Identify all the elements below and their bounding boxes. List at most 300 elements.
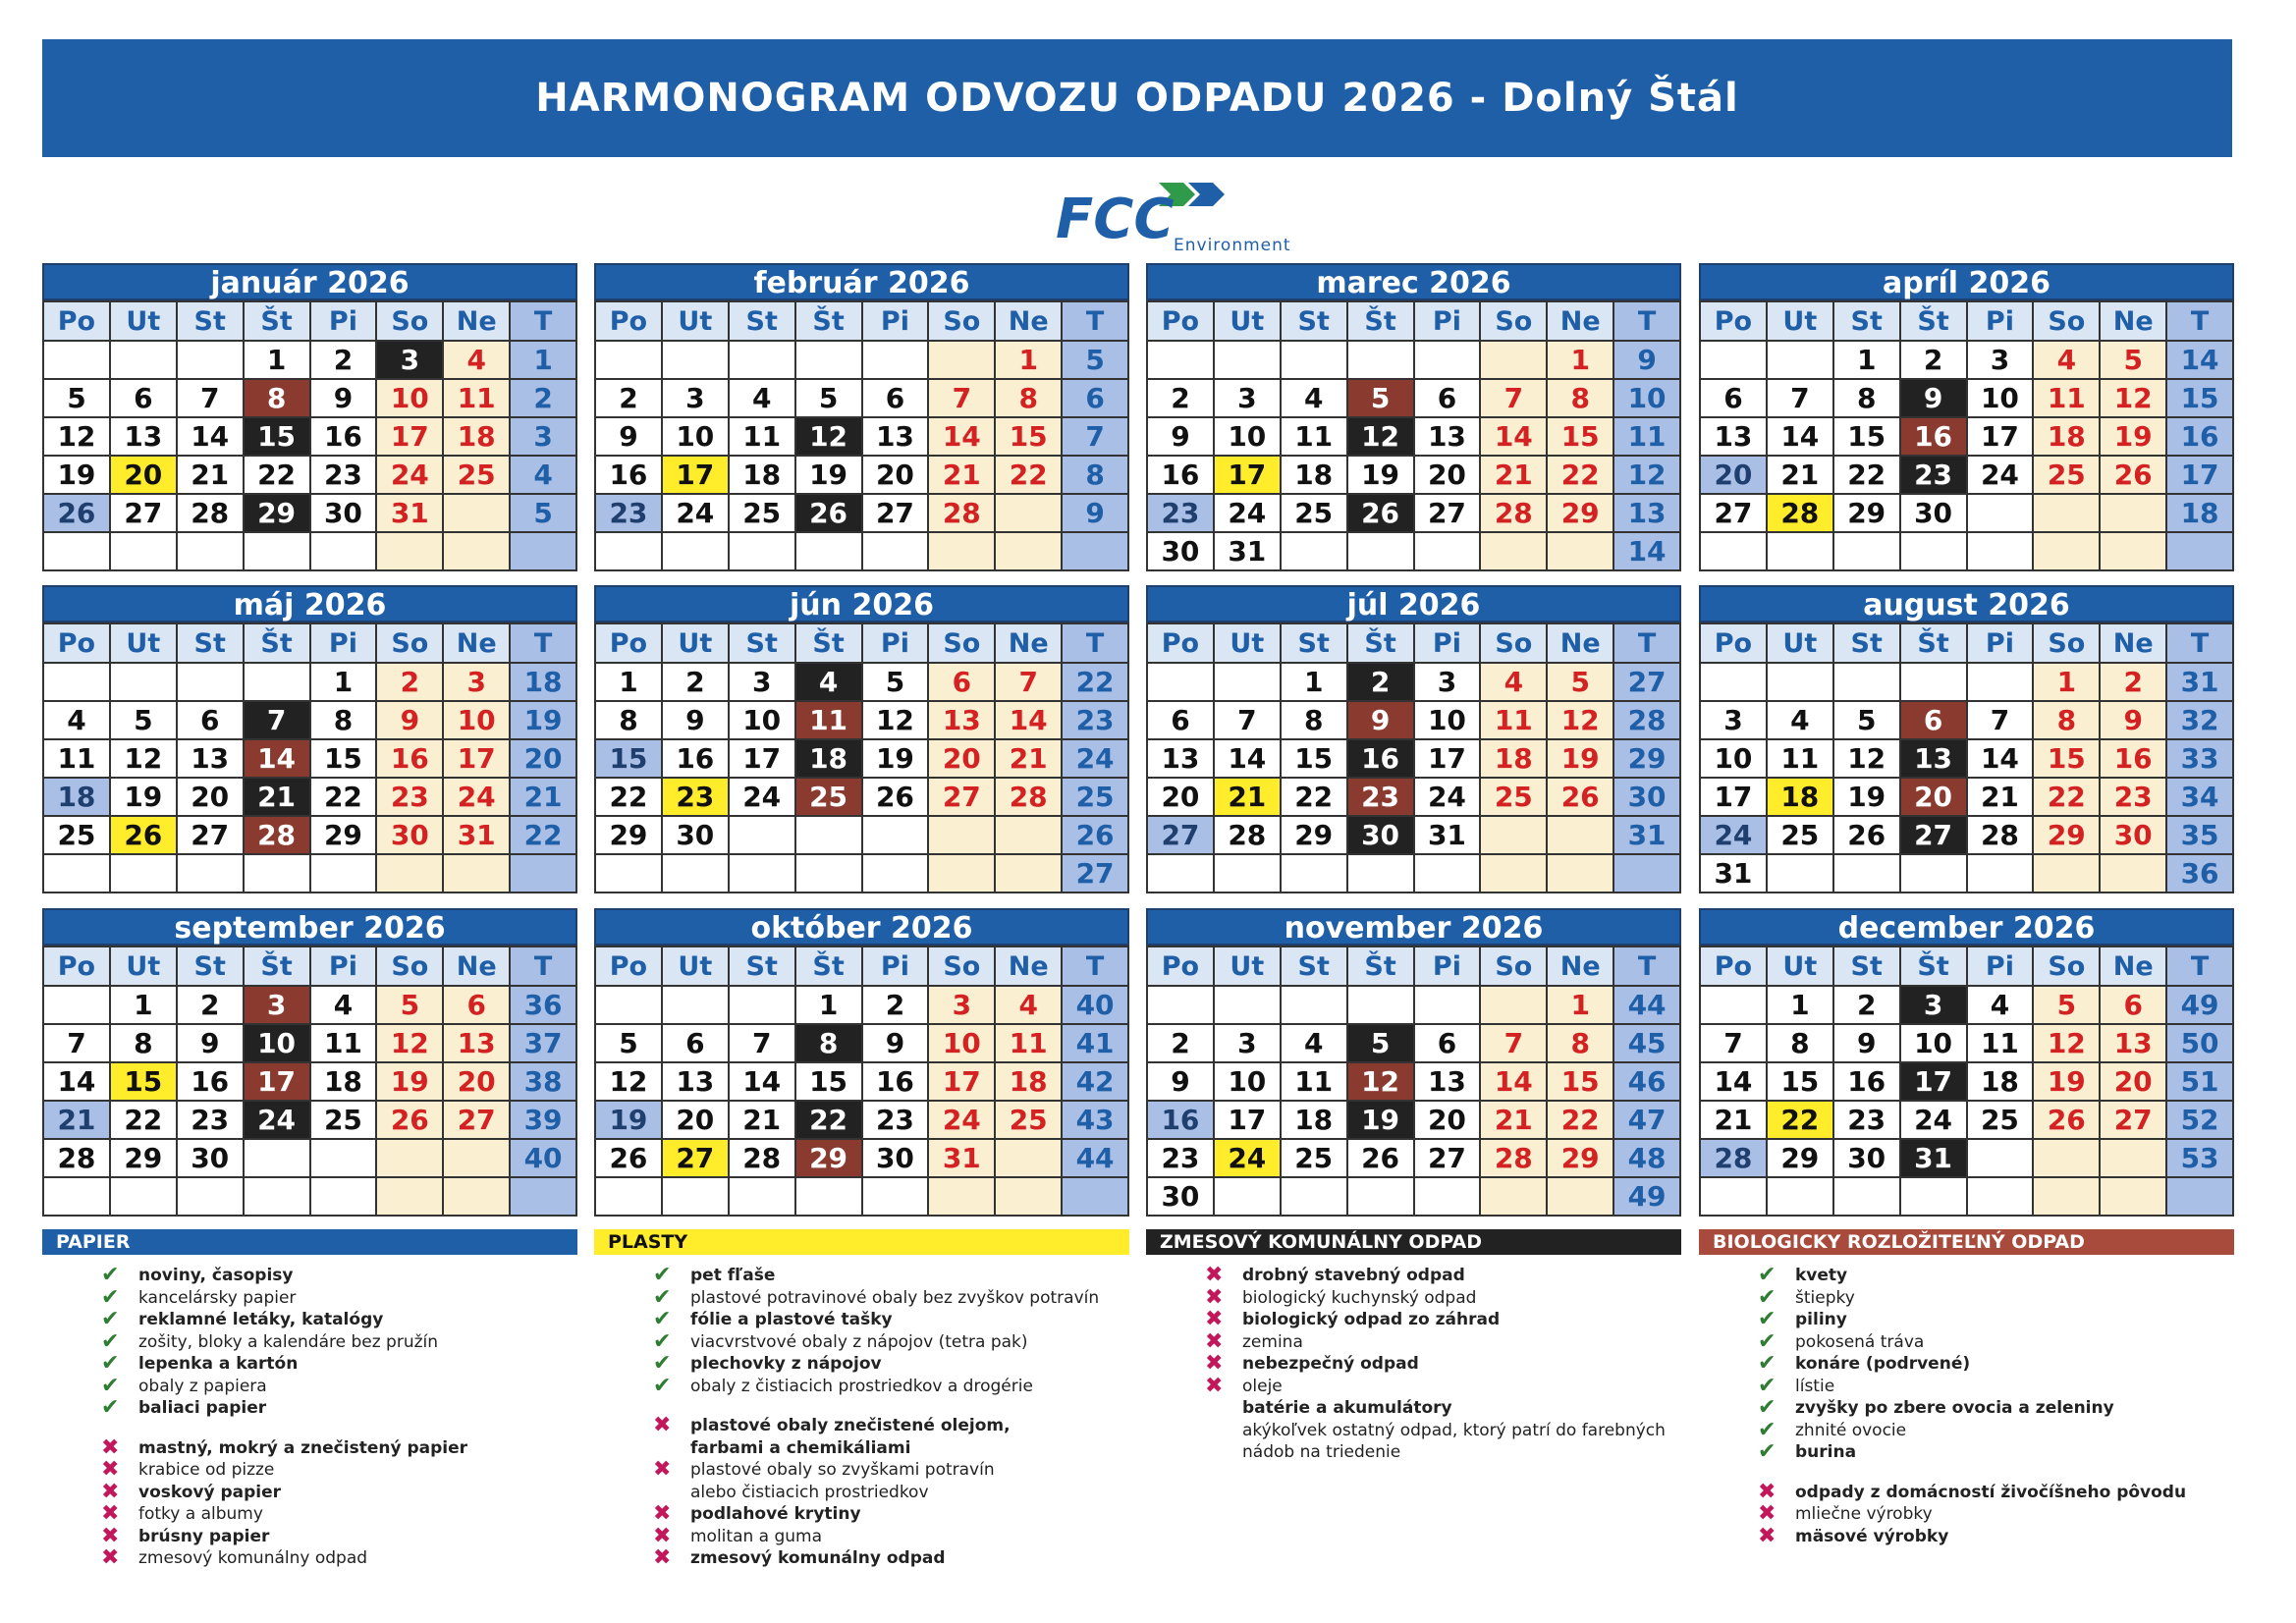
legend-item: [653, 1437, 1129, 1460]
day-cell: 19: [795, 456, 862, 494]
empty-cell: [595, 341, 662, 379]
weekday-header: Ne: [443, 623, 510, 663]
legend-item-text: burina: [1795, 1442, 1857, 1462]
day-cell: 26: [43, 494, 110, 532]
day-cell: 26: [1347, 1139, 1414, 1177]
empty-cell: [1967, 1177, 2034, 1216]
day-cell: 1: [595, 663, 662, 701]
legend-item: [101, 1523, 577, 1548]
month-calendar: [594, 263, 1129, 571]
day-cell: 22: [595, 778, 662, 816]
weekday-header: Št: [1900, 623, 1967, 663]
day-cell: 31: [1900, 1139, 1967, 1177]
empty-cell: [1833, 532, 1900, 570]
legend-4: [1699, 1229, 2234, 1547]
day-cell: 4: [43, 701, 110, 739]
day-cell: 18: [995, 1062, 1062, 1101]
day-cell: 10: [1967, 379, 2034, 417]
day-cell: 20: [1414, 456, 1481, 494]
week-number: 22: [1062, 663, 1128, 701]
day-cell: 8: [1767, 1024, 1833, 1062]
week-number: 44: [1062, 1139, 1128, 1177]
weekday-header: Ut: [662, 301, 729, 341]
day-cell: 8: [1833, 379, 1900, 417]
weekday-header: Po: [43, 947, 110, 986]
weekday-header: St: [1833, 301, 1900, 341]
weekday-header: Ne: [443, 947, 510, 986]
weekday-header: Po: [1147, 623, 1214, 663]
week-number: 42: [1062, 1062, 1128, 1101]
day-cell: 19: [595, 1101, 662, 1139]
empty-cell: [376, 532, 443, 570]
weekday-header: T: [1613, 947, 1680, 986]
day-cell: 17: [662, 456, 729, 494]
day-cell: 29: [110, 1139, 177, 1177]
day-cell: 5: [1347, 379, 1414, 417]
empty-cell: [110, 854, 177, 893]
empty-cell: [1547, 1177, 1613, 1216]
legend-item-text: brúsny papier: [138, 1526, 270, 1546]
day-cell: 19: [1347, 456, 1414, 494]
day-cell: 5: [1833, 701, 1900, 739]
weekday-header: Pi: [1414, 947, 1481, 986]
check-icon: ✔: [1758, 1307, 1777, 1331]
weekday-header: Pi: [310, 623, 377, 663]
day-cell: 27: [1900, 816, 1967, 854]
legend-item-text: zmesový komunálny odpad: [138, 1548, 368, 1568]
legend-item: [653, 1328, 1129, 1354]
week-number: 21: [510, 778, 576, 816]
week-number: 40: [1062, 986, 1128, 1024]
legend-item-text: zemina: [1242, 1331, 1303, 1352]
legend-item: [1205, 1284, 1681, 1310]
day-cell: 24: [1700, 816, 1767, 854]
day-cell: 7: [1767, 379, 1833, 417]
day-cell: 30: [1347, 816, 1414, 854]
check-icon: ✔: [1758, 1373, 1777, 1398]
weekday-header: So: [1480, 947, 1547, 986]
day-cell: 17: [1414, 739, 1481, 778]
day-cell: 26: [1833, 816, 1900, 854]
day-cell: 27: [443, 1101, 510, 1139]
week-number: 18: [2166, 494, 2233, 532]
day-cell: 16: [662, 739, 729, 778]
weekday-header: So: [928, 623, 995, 663]
legend-item-text: molitan a guma: [690, 1526, 823, 1546]
week-number: 48: [1613, 1139, 1680, 1177]
day-cell: 16: [2100, 739, 2166, 778]
empty-cell: [795, 1177, 862, 1216]
month-title: december 2026: [1699, 908, 2234, 946]
day-cell: 15: [1767, 1062, 1833, 1101]
weekday-header: Št: [795, 623, 862, 663]
day-cell: 30: [1833, 1139, 1900, 1177]
legend-item-text: nádob na triedenie: [1242, 1442, 1401, 1462]
weekday-header: Po: [595, 947, 662, 986]
day-cell: 17: [1967, 417, 2034, 456]
legend-item: [1205, 1328, 1681, 1354]
week-number: 51: [2166, 1062, 2233, 1101]
day-cell: 23: [1833, 1101, 1900, 1139]
weekday-header: St: [177, 623, 244, 663]
day-cell: 16: [1147, 1101, 1214, 1139]
month-calendar: [1146, 585, 1681, 893]
legend-3: [1146, 1229, 1681, 1464]
month-calendar: [42, 263, 577, 571]
empty-cell: [1214, 986, 1281, 1024]
day-cell: 25: [1281, 494, 1347, 532]
week-number: 40: [510, 1139, 576, 1177]
week-number: 35: [2166, 816, 2233, 854]
check-icon: ✔: [101, 1307, 120, 1331]
week-number: 15: [2166, 379, 2233, 417]
day-cell: 28: [177, 494, 244, 532]
empty-cell: [1347, 986, 1414, 1024]
weekday-header: T: [2166, 623, 2233, 663]
empty-cell: [795, 532, 862, 570]
empty-cell: [1967, 854, 2034, 893]
empty-cell: [2033, 494, 2100, 532]
day-cell: 15: [1547, 1062, 1613, 1101]
day-cell: 31: [1214, 532, 1281, 570]
legend-item-text: baliaci papier: [138, 1398, 267, 1418]
month-calendar: [1699, 908, 2234, 1217]
day-cell: 12: [43, 417, 110, 456]
empty-cell: [1281, 532, 1347, 570]
weekday-header: T: [2166, 301, 2233, 341]
cross-icon: ✖: [1205, 1328, 1224, 1354]
day-cell: 9: [662, 701, 729, 739]
month-calendar: [1146, 908, 1681, 1217]
week-number: 46: [1613, 1062, 1680, 1101]
empty-cell: [729, 816, 795, 854]
day-cell: 30: [862, 1139, 929, 1177]
weekday-header: Št: [795, 301, 862, 341]
empty-cell: [1767, 663, 1833, 701]
cross-icon: ✖: [101, 1523, 120, 1548]
day-cell: 11: [795, 701, 862, 739]
legend-header: BIOLOGICKY ROZLOŽITEĽNÝ ODPAD: [1699, 1229, 2234, 1255]
day-cell: 2: [1833, 986, 1900, 1024]
week-number: 36: [2166, 854, 2233, 893]
day-cell: 23: [376, 778, 443, 816]
weekday-header: T: [1613, 301, 1680, 341]
weekday-header: So: [1480, 301, 1547, 341]
legend-item: [101, 1328, 577, 1354]
day-cell: 16: [177, 1062, 244, 1101]
day-cell: 8: [244, 379, 310, 417]
day-cell: 3: [662, 379, 729, 417]
day-cell: 23: [1147, 494, 1214, 532]
month-calendar: [1699, 263, 2234, 571]
day-cell: 22: [1547, 456, 1613, 494]
legend-item-text: pet fľaše: [690, 1266, 776, 1285]
empty-cell: [310, 854, 377, 893]
week-number: 50: [2166, 1024, 2233, 1062]
week-number: 45: [1613, 1024, 1680, 1062]
empty-cell: [110, 341, 177, 379]
check-icon: ✔: [653, 1284, 672, 1310]
day-cell: 2: [1347, 663, 1414, 701]
day-cell: 10: [729, 701, 795, 739]
day-cell: 8: [995, 379, 1062, 417]
week-number: 31: [1613, 816, 1680, 854]
legend-item-text: fotky a albumy: [138, 1504, 263, 1524]
legend-item-text: fólie a plastové tašky: [690, 1310, 893, 1329]
day-cell: 20: [862, 456, 929, 494]
weekday-header: So: [376, 947, 443, 986]
week-number: 32: [2166, 701, 2233, 739]
day-cell: 29: [244, 494, 310, 532]
day-cell: 18: [310, 1062, 377, 1101]
day-cell: 17: [1214, 1101, 1281, 1139]
day-cell: 7: [244, 701, 310, 739]
day-cell: 14: [43, 1062, 110, 1101]
day-cell: 6: [1414, 1024, 1481, 1062]
empty-cell: [1480, 816, 1547, 854]
legend-item-text: reklamné letáky, katalógy: [138, 1310, 384, 1329]
weekday-header: Po: [1147, 947, 1214, 986]
check-icon: ✔: [1758, 1284, 1777, 1310]
day-cell: 13: [862, 417, 929, 456]
day-cell: 7: [1214, 701, 1281, 739]
day-cell: 6: [110, 379, 177, 417]
day-cell: 9: [376, 701, 443, 739]
day-cell: 17: [729, 739, 795, 778]
week-number: 6: [1062, 379, 1128, 417]
day-cell: 7: [1967, 701, 2034, 739]
empty-cell: [43, 986, 110, 1024]
day-cell: 30: [376, 816, 443, 854]
day-cell: 11: [43, 739, 110, 778]
legend-item: [1758, 1503, 2234, 1526]
day-cell: 17: [244, 1062, 310, 1101]
cross-icon: ✖: [653, 1545, 672, 1570]
empty-cell: [729, 986, 795, 1024]
day-cell: 19: [1833, 778, 1900, 816]
cross-icon: ✖: [653, 1413, 672, 1437]
empty-cell: [1900, 663, 1967, 701]
cross-icon: ✖: [1205, 1351, 1224, 1376]
day-cell: 28: [244, 816, 310, 854]
day-cell: 13: [443, 1024, 510, 1062]
cross-icon: ✖: [1758, 1523, 1777, 1548]
day-cell: 27: [1414, 1139, 1481, 1177]
day-cell: 20: [2100, 1062, 2166, 1101]
day-cell: 25: [2033, 456, 2100, 494]
empty-cell: [310, 1139, 377, 1177]
month-title: august 2026: [1699, 585, 2234, 622]
weekday-header: Ut: [662, 623, 729, 663]
month-title: máj 2026: [42, 585, 577, 622]
day-cell: 11: [1281, 417, 1347, 456]
day-cell: 7: [1480, 379, 1547, 417]
weekday-header: Ne: [1547, 623, 1613, 663]
check-icon: ✔: [101, 1395, 120, 1420]
day-cell: 9: [1347, 701, 1414, 739]
weekday-header: Ne: [995, 947, 1062, 986]
day-cell: 7: [177, 379, 244, 417]
month-title: júl 2026: [1146, 585, 1681, 622]
week-number: 39: [510, 1101, 576, 1139]
week-number: 14: [1613, 532, 1680, 570]
check-icon: ✔: [1758, 1263, 1777, 1287]
legend-item: [101, 1265, 577, 1287]
day-cell: 25: [995, 1101, 1062, 1139]
day-cell: 8: [310, 701, 377, 739]
day-cell: 25: [1967, 1101, 2034, 1139]
day-cell: 24: [729, 778, 795, 816]
day-cell: 18: [443, 417, 510, 456]
day-cell: 10: [928, 1024, 995, 1062]
legend-item-text: plechovky z nápojov: [690, 1354, 882, 1374]
day-cell: 14: [1767, 417, 1833, 456]
week-number: 38: [510, 1062, 576, 1101]
day-cell: 30: [310, 494, 377, 532]
day-cell: 20: [1147, 778, 1214, 816]
week-number: 12: [1613, 456, 1680, 494]
day-cell: 3: [1214, 1024, 1281, 1062]
week-number: 5: [1062, 341, 1128, 379]
day-cell: 12: [862, 701, 929, 739]
day-cell: 30: [2100, 816, 2166, 854]
weekday-header: So: [2033, 301, 2100, 341]
day-cell: 31: [376, 494, 443, 532]
day-cell: 21: [177, 456, 244, 494]
legend-item-text: podlahové krytiny: [690, 1504, 861, 1524]
empty-cell: [1967, 532, 2034, 570]
empty-cell: [1281, 854, 1347, 893]
day-cell: 22: [1281, 778, 1347, 816]
day-cell: 17: [1900, 1062, 1967, 1101]
day-cell: 9: [1147, 417, 1214, 456]
day-cell: 4: [1767, 701, 1833, 739]
weekday-header: Pi: [310, 301, 377, 341]
day-cell: 20: [177, 778, 244, 816]
legend-item-text: alebo čistiacich prostriedkov: [690, 1482, 929, 1502]
day-cell: 16: [1147, 456, 1214, 494]
day-cell: 12: [595, 1062, 662, 1101]
week-number: [2166, 532, 2233, 570]
check-icon: ✔: [1758, 1439, 1777, 1464]
legend-item-text: akýkoľvek ostatný odpad, ktorý patrí do farebných: [1242, 1420, 1666, 1440]
day-cell: 29: [1281, 816, 1347, 854]
empty-cell: [376, 1177, 443, 1216]
legend-item-text: biologický kuchynský odpad: [1242, 1287, 1477, 1308]
legend-item: [1758, 1265, 2234, 1287]
cross-icon: ✖: [1205, 1284, 1224, 1310]
week-number: 3: [510, 417, 576, 456]
day-cell: 23: [1147, 1139, 1214, 1177]
empty-cell: [1767, 341, 1833, 379]
weekday-header: St: [177, 947, 244, 986]
day-cell: 24: [376, 456, 443, 494]
empty-cell: [1767, 854, 1833, 893]
empty-cell: [729, 341, 795, 379]
legend-1: [42, 1229, 577, 1570]
day-cell: 4: [1281, 1024, 1347, 1062]
empty-cell: [1147, 986, 1214, 1024]
day-cell: 23: [310, 456, 377, 494]
weekday-header: Ut: [1767, 301, 1833, 341]
empty-cell: [1414, 1177, 1481, 1216]
week-number: 31: [2166, 663, 2233, 701]
empty-cell: [595, 854, 662, 893]
day-cell: 6: [1147, 701, 1214, 739]
day-cell: 29: [1767, 1139, 1833, 1177]
day-cell: 11: [1967, 1024, 2034, 1062]
weekday-header: Št: [1347, 301, 1414, 341]
cross-icon: ✖: [101, 1434, 120, 1460]
check-icon: ✔: [101, 1328, 120, 1354]
empty-cell: [443, 1139, 510, 1177]
month-calendar: [1699, 585, 2234, 893]
week-number: 16: [2166, 417, 2233, 456]
empty-cell: [928, 532, 995, 570]
legend-item: [1758, 1284, 2234, 1310]
day-cell: 1: [244, 341, 310, 379]
week-number: [1613, 854, 1680, 893]
empty-cell: [1214, 663, 1281, 701]
weekday-header: Ut: [110, 947, 177, 986]
day-cell: 4: [795, 663, 862, 701]
day-cell: 30: [1147, 1177, 1214, 1216]
day-cell: 30: [177, 1139, 244, 1177]
week-number: 25: [1062, 778, 1128, 816]
day-cell: 21: [995, 739, 1062, 778]
day-cell: 12: [110, 739, 177, 778]
legend-item: [101, 1309, 577, 1331]
day-cell: 22: [1767, 1101, 1833, 1139]
day-cell: 3: [1900, 986, 1967, 1024]
day-cell: 18: [2033, 417, 2100, 456]
week-number: 2: [510, 379, 576, 417]
day-cell: 18: [43, 778, 110, 816]
empty-cell: [662, 1177, 729, 1216]
empty-cell: [244, 1139, 310, 1177]
weekday-header: So: [928, 301, 995, 341]
day-cell: 14: [1700, 1062, 1767, 1101]
day-cell: 2: [1900, 341, 1967, 379]
empty-cell: [2100, 854, 2166, 893]
day-cell: 16: [376, 739, 443, 778]
day-cell: 30: [1147, 532, 1214, 570]
week-number: 30: [1613, 778, 1680, 816]
day-cell: 30: [662, 816, 729, 854]
weekday-header: St: [1833, 623, 1900, 663]
week-number: 11: [1613, 417, 1680, 456]
day-cell: 8: [1547, 1024, 1613, 1062]
day-cell: 9: [595, 417, 662, 456]
weekday-header: Pi: [310, 947, 377, 986]
empty-cell: [110, 663, 177, 701]
week-number: 44: [1613, 986, 1680, 1024]
weekday-header: Št: [1900, 301, 1967, 341]
day-cell: 23: [662, 778, 729, 816]
cross-icon: ✖: [1205, 1263, 1224, 1287]
day-cell: 10: [1214, 1062, 1281, 1101]
day-cell: 20: [1700, 456, 1767, 494]
day-cell: 24: [1214, 494, 1281, 532]
check-icon: ✔: [653, 1328, 672, 1354]
day-cell: 24: [1214, 1139, 1281, 1177]
weekday-header: Pi: [862, 947, 929, 986]
day-cell: 16: [310, 417, 377, 456]
empty-cell: [2033, 1177, 2100, 1216]
empty-cell: [1480, 532, 1547, 570]
day-cell: 15: [795, 1062, 862, 1101]
empty-cell: [443, 494, 510, 532]
